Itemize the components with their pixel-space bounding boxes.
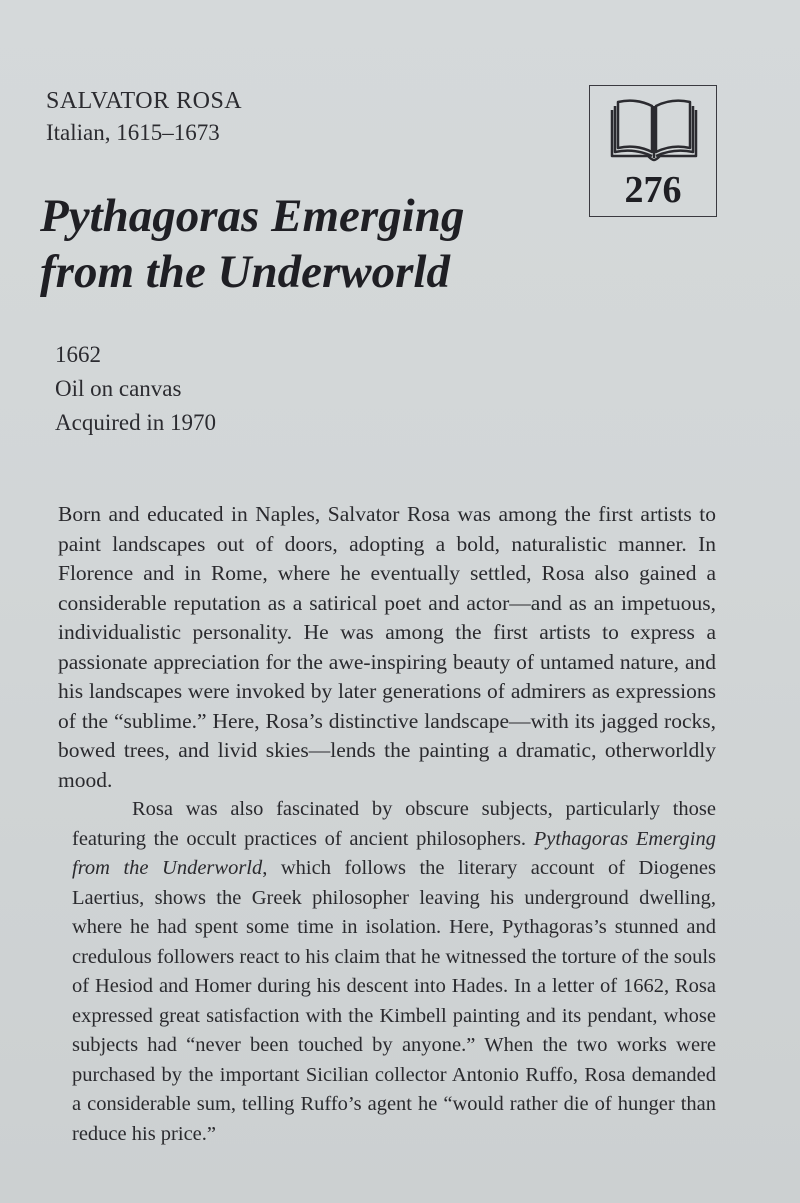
description-paragraph-2 — [58, 795, 716, 1149]
artwork-details — [55, 338, 216, 440]
paragraph-2-artwork-title: Pythagoras Emerging from the Underworld — [72, 827, 716, 879]
artist-name: SALVATOR ROSA — [46, 88, 243, 114]
artwork-title — [40, 188, 580, 300]
description-paragraph-1: Born and educated in Naples, Salvator Rosa was among the first artists to paint landscapes out of doors, adopting a bold, naturalistic manner. In Florence and in Rome, where he eventually settled, Rosa also gained a considerable reputation as a satirical poet and actor—and as an impetuous, individualistic personality. He was among the first artists to express a passionate appreciation for the awe-inspiring beauty of untamed nature, and his landscapes were invoked by later generations of admirers as expressions of the “sublime.” Here, Rosa’s distinctive landscape—with its jagged rocks, bowed trees, and livid skies—lends the painting a dramatic, otherworldly mood. — [58, 502, 716, 792]
catalog-number-box — [589, 85, 717, 217]
artist-nationality-dates: Italian, 1615–1673 — [46, 120, 220, 145]
paragraph-2-rest: , which follows the literary account of Diogenes Laertius, shows the Greek philosopher leaving his underground dwelling, where he had spent some time in isolation. Here, Pythagoras’s stunned and credulous followers react to his claim that he witnessed the torture of the souls of Hesiod and Homer during his descent into Hades. In a letter of 1662, Rosa expressed great satisfaction with the Kimbell painting and its pendant, whose subjects had “never been touched by anyone.” When the two works were purchased by the important Sicilian collector Antonio Ruffo, Rosa demanded a considerable sum, telling Ruffo’s agent he “would rather die of hunger than reduce his price.” — [72, 857, 716, 1145]
artwork-year: 1662 — [55, 342, 101, 367]
artwork-acquisition: Acquired in 1970 — [55, 410, 216, 435]
paragraph-2-intro: Rosa was also fascinated by obscure subjects, particularly those featuring the occult practices of ancient philosophers. — [72, 798, 716, 850]
book-icon — [608, 94, 700, 166]
description-text — [58, 500, 716, 1149]
artwork-title-line-2: from the Underworld — [40, 246, 450, 298]
artwork-title-line-1: Pythagoras Emerging — [40, 190, 465, 242]
artwork-medium: Oil on canvas — [55, 376, 182, 401]
catalog-number: 276 — [624, 169, 682, 211]
